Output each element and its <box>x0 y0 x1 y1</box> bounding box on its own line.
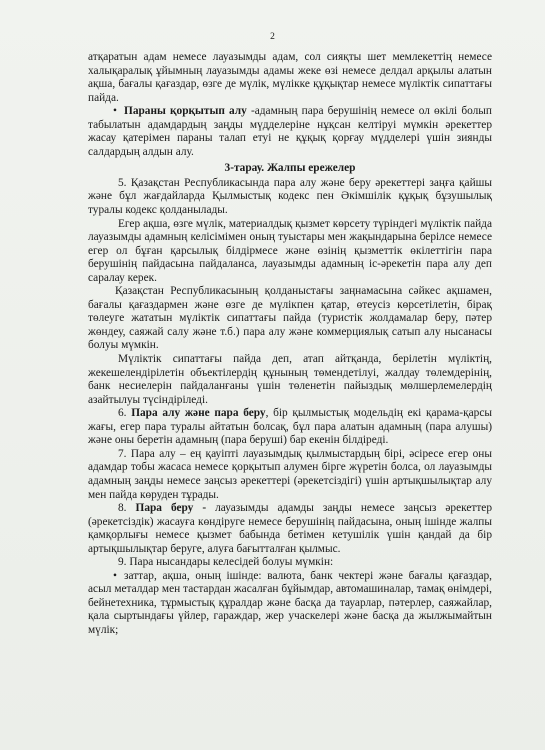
paragraph-7: 7. Пара алу – ең қауіпті лауазымдық қылмыстардың бірі, әсіресе егер оны адамдар тобы жасаса немесе қорқытып алумен бірге жүретін болса, ол лауазымды адамның заңды немесе заңсыз әрекеттері (әрекетсіздігі) үшін артықшылықтар алу мен пайда көруден тұрады. <box>88 447 492 501</box>
paragraph-legislation: Қазақстан Республикасының қолданыстағы заңнамасына сәйкес ақшамен, бағалы қағаздармен және өзге де мүлікпен қатар, өтеусіз көрсетілетін, бірақ төлеуге жататын мүліктік сипаттағы пайда (туристік жолдамалар беру, пәтер жөндеу, саяжай салу және т.б.) пара алу және коммерциялық сатып алу нысанасы болуы мүмкін. <box>88 285 492 352</box>
paragraph-6-text: , бір қылмыстық модельдің екі қарама-қарсы жағы, егер пара туралы айтатын болсақ, бұл пара алатын адамның (пара алушы) және оны беретін адамның (пара беруші) бар екенін білдіреді. <box>88 407 492 447</box>
definition-extortion: -адамның пара берушінің немесе ол өкілі болып табылатын адамдардың заңды мүдделеріне нұқсан келтіруі мүмкін әрекеттер жасау қатерімен параны талап етуі не құқық қорғау мүдделері үшін зиянды салдардың алдын алу. <box>88 105 492 158</box>
term-extortion: Параны қорқытып алу <box>124 105 247 118</box>
paragraph-9: 9. Пара нысандары келесідей болуы мүмкін: <box>118 556 334 569</box>
term-bribe-giving: және пара беру <box>184 407 266 420</box>
paragraph-property-benefit: Мүліктік сипаттағы пайда деп, атап айтқанда, берілетін мүліктің, жекешелендірілетін объектілердің құнының төмендетілуі, жалдау төлемдерінің, банк несиелерін пайдаланғаны үшін төленетін пайыздық мөлшерлемелердің азайтылуы түсіндіріледі. <box>88 353 492 406</box>
document-body <box>88 51 492 638</box>
term-bribe-giving-def: Пара беру - <box>135 502 207 515</box>
paragraph-6 <box>88 407 492 448</box>
bullet-icon: • <box>113 105 117 118</box>
paragraph-6-number: 6. <box>118 407 132 420</box>
bullet-icon: • <box>113 569 117 582</box>
bullet-extortion <box>88 105 492 159</box>
page-number: 2 <box>270 32 275 42</box>
section-heading: 3-тарау. Жалпы ережелер <box>224 162 356 175</box>
paragraph-8-number: 8. <box>118 502 136 515</box>
paragraph-consent: Егер ақша, өзге мүлік, материалдық қызмет көрсету түріндегі мүліктік пайда лауазымды адамның келісімімен оның туыстары мен жақындарына берілсе немесе егер ол бұған қарсылық білдірмесе және өзінің қызметтік өкілеттігін пара берушінің пайдасына пайдаланса, лауазымды адамның іс-әрекетін пара алу деп саралау керек. <box>88 217 492 284</box>
bullet-forms <box>88 570 492 638</box>
term-bribe-taking: Пара алу <box>131 407 181 420</box>
paragraph-intro: атқаратын адам немесе лауазымды адам, сол сияқты шет мемлекеттің немесе халықаралық ұйымның лауазымды адамы жеке өзі немесе делдал арқылы алатын ақша, бағалы қағаздар, өзге де мүлік, мүлікке құқықтар немесе мүліктік сипаттағы пайда. <box>88 51 492 104</box>
paragraph-8-text: лауазымды адамды заңды немесе заңсыз әрекеттер (әрекетсіздік) жасауға көндіруге немесе берушінің пайдасына, оның ішінде жалпы қамқорлығы немесе қызмет бабында бетімен кетушілік үшін қандай да бір артықшылықтар беруге, алуға бағытталған қылмыс. <box>88 502 492 555</box>
bullet-forms-text: заттар, ақша, оның ішінде: валюта, банк чектері және бағалы қағаздар, асыл металдар мен тастардан жасалған бұйымдар, автомашиналар, тамақ өнімдері, бейнетехника, тұрмыстық құралдар және басқа да тауарлар, пәтерлер, саяжайлар, қала сыртындағы үйлер, гараждар, жер учаскелері және басқа да жылжымайтын мүлік; <box>88 569 492 636</box>
paragraph-5: 5. Қазақстан Республикасында пара алу және беру әрекеттері заңға қайшы және бұл жағдайларда Қылмыстық кодекс пен Әкімшілік құқық бұзушылық туралы кодекс қолданылады. <box>88 176 492 217</box>
paragraph-8 <box>88 502 492 556</box>
